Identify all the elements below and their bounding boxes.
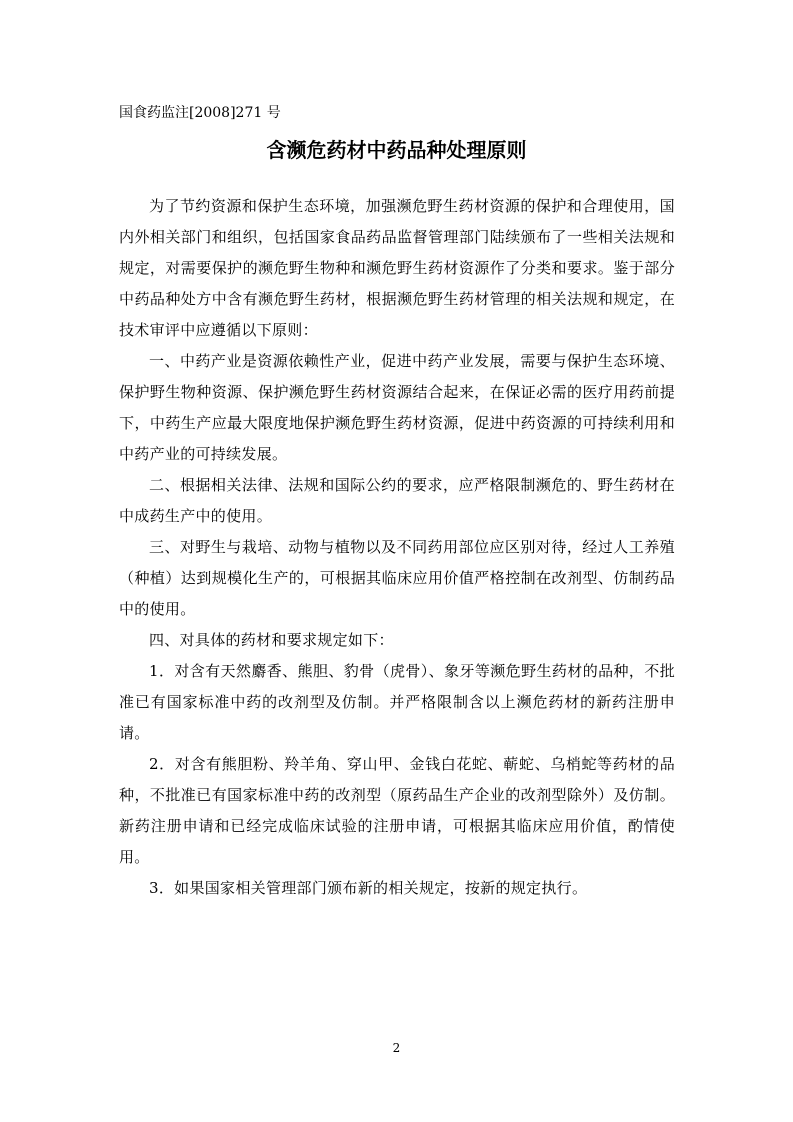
- paragraph-rule-3: 3．如果国家相关管理部门颁布新的相关规定，按新的规定执行。: [149, 879, 588, 897]
- paragraph-intro: 为了节约资源和保护生态环境，加强濒危野生药材资源的保护和合理使用，国内外相关部门和组织，包括国家食品药品监督管理部门陆续颁布了一些相关法规和规定，对需要保护的濒危野生物种和濒危野生药材资源作了分类和要求。鉴于部分中药品种处方中含有濒危野生药材，根据濒危野生药材管理的相关法规和规定，在技术审评中应遵循以下原则：: [119, 197, 675, 339]
- paragraph-rule-2: 2．对含有熊胆粉、羚羊角、穿山甲、金钱白花蛇、蕲蛇、乌梢蛇等药材的品种，不批准已有国家标准中药的改剂型（原药品生产企业的改剂型除外）及仿制。新药注册申请和已经完成临床试验的注册申请，可根据其临床应用价值，酌情使用。: [119, 755, 675, 866]
- document-title: 含濒危药材中药品种处理原则: [266, 138, 527, 162]
- paragraph-rule-1: 1．对含有天然麝香、熊胆、豹骨（虎骨）、象牙等濒危野生药材的品种，不批准已有国家标准中药的改剂型及仿制。并严格限制含以上濒危药材的新药注册申请。: [119, 662, 675, 742]
- paragraph-principle-4: 四、对具体的药材和要求规定如下：: [149, 631, 394, 649]
- page-number: 2: [392, 1041, 401, 1055]
- paragraph-principle-2: 二、根据相关法律、法规和国际公约的要求，应严格限制濒危的、野生药材在中成药生产中的使用。: [119, 476, 675, 525]
- document-body: [119, 191, 675, 904]
- paragraph-principle-1: 一、中药产业是资源依赖性产业，促进中药产业发展，需要与保护生态环境、保护野生物种资源、保护濒危野生药材资源结合起来，在保证必需的医疗用药前提下，中药生产应最大限度地保护濒危野生药材资源，促进中药资源的可持续利用和中药产业的可持续发展。: [119, 352, 675, 463]
- document-number: 国食药监注[2008]271 号: [119, 105, 281, 121]
- paragraph-principle-3: 三、对野生与栽培、动物与植物以及不同药用部位应区别对待，经过人工养殖（种植）达到规模化生产的，可根据其临床应用价值严格控制在改剂型、仿制药品中的使用。: [119, 538, 675, 618]
